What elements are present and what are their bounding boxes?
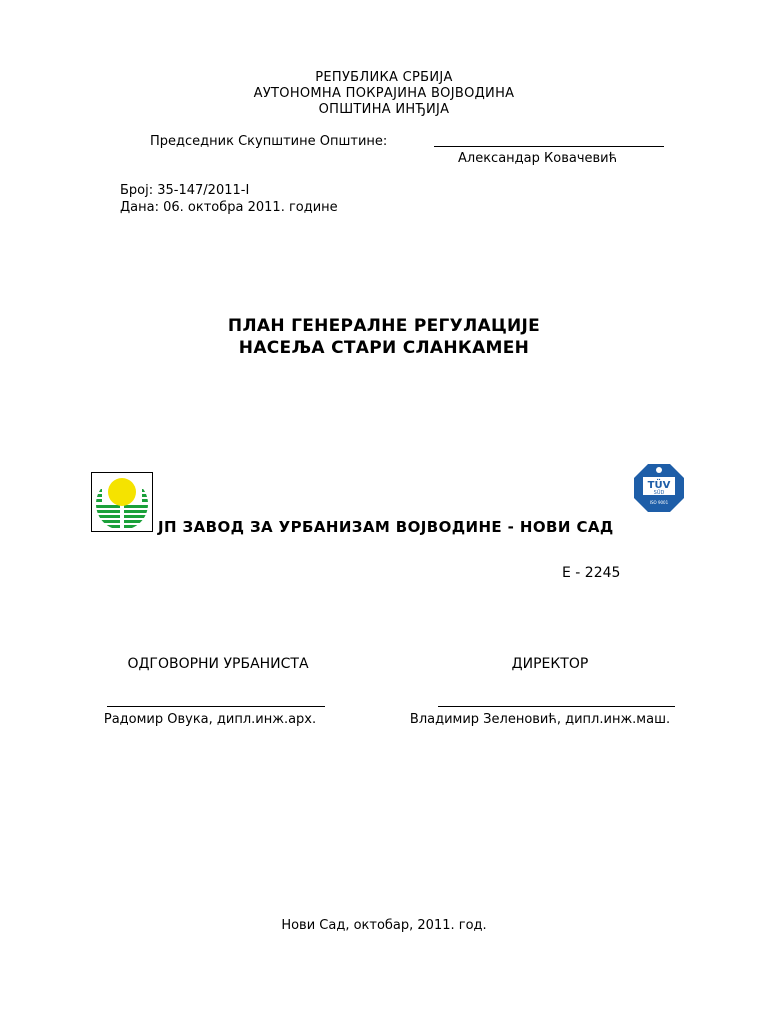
president-signature-line (434, 146, 664, 147)
footer-place-date: Нови Сад, октобар, 2011. год. (281, 918, 487, 933)
header-municipality: ОПШТИНА ИНЂИЈА (318, 102, 450, 117)
header-republic: РЕПУБЛИКА СРБИЈА (315, 70, 453, 85)
institute-logo-graphic (91, 472, 153, 532)
right-signature-line (438, 706, 675, 707)
institute-logo (91, 472, 153, 532)
left-signature-line (107, 706, 325, 707)
left-role: ОДГОВОРНИ УРБАНИСТА (127, 656, 309, 672)
right-role: ДИРЕКТОР (511, 656, 589, 672)
header-province: АУТОНОМНА ПОКРАЈИНА ВОЈВОДИНА (253, 86, 515, 101)
plan-title-line2: НАСЕЉА СТАРИ СЛАНКАМЕН (238, 338, 530, 358)
institution-name: ЈП ЗАВОД ЗА УРБАНИЗАМ ВОЈВОДИНЕ - НОВИ САД (158, 518, 614, 536)
president-label: Председник Скупштине Општине: (150, 134, 388, 149)
document-number: Број: 35-147/2011-I (120, 183, 250, 198)
tuv-certification-badge (633, 463, 685, 513)
tuv-iso-text: ISO 9001 (649, 500, 669, 505)
plan-title-line1: ПЛАН ГЕНЕРАЛНЕ РЕГУЛАЦИЈЕ (227, 316, 541, 336)
president-name: Александар Ковачевић (458, 151, 618, 166)
right-signatory-name: Владимир Зеленовић, дипл.инж.маш. (409, 712, 671, 727)
tuv-badge-graphic (633, 463, 685, 513)
tuv-text: TÜV (647, 480, 671, 491)
document-date: Дана: 06. oктобра 2011. године (120, 200, 338, 215)
project-code: Е - 2245 (562, 565, 621, 581)
left-signatory-name: Радомир Овука, дипл.инж.арх. (103, 712, 317, 727)
tuv-sub-text: SÜD (653, 490, 665, 496)
